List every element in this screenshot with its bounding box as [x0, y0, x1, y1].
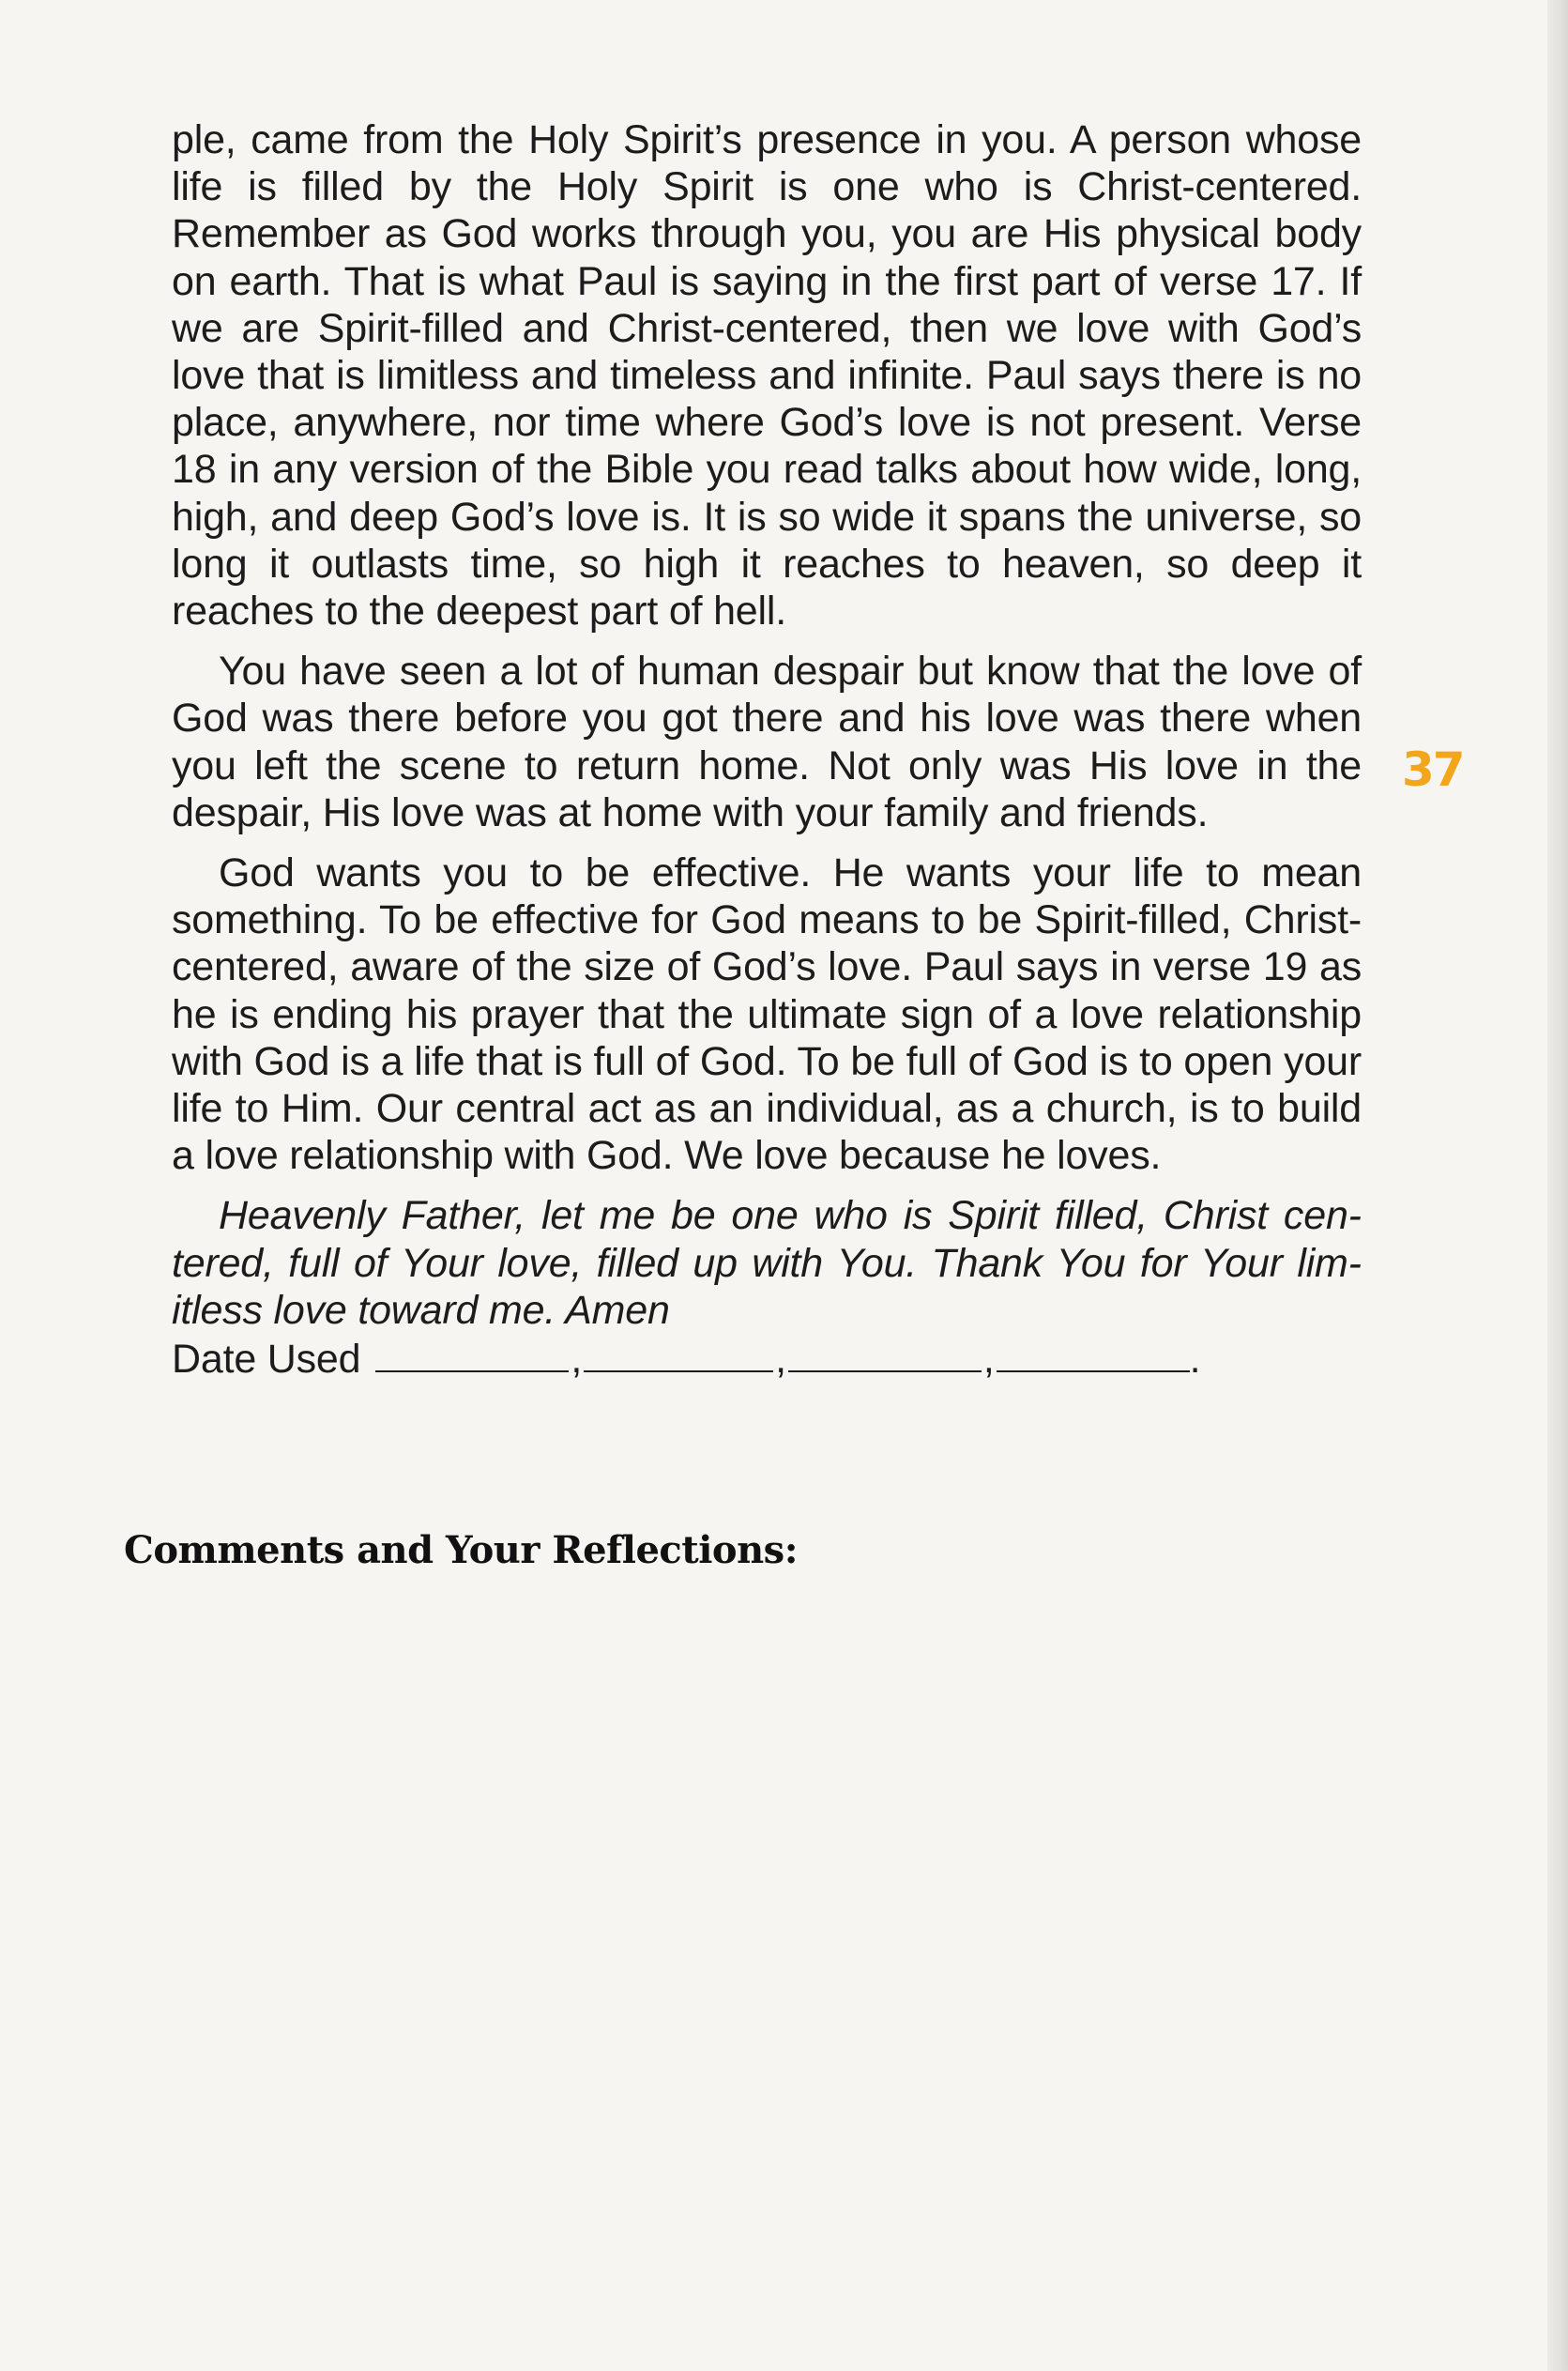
prayer-text: Heavenly Father, let me be one who is Spirit filled, Christ centered, full of Your love, filled up with You. Thank You for Your limitless love toward me. Amen: [172, 1193, 1362, 1333]
paragraph-continued: ple, came from the Holy Spirit’s presence in you. A person whose life is filled by the Holy Spirit is one who is Christ-centered. Remember as God works through you, you are His physical body on earth. That is what Paul is saying in the first part of verse 17. If we are Spirit-filled and Christ-centered, then we love with God’s love that is limitless and timeless and infinite. Paul says there is no place, anywhere, nor time where God’s love is not present. Verse 18 in any version of the Bible you read talks about how wide, long, high, and deep God’s love is. It is so wide it spans the universe, so long it outlasts time, so high it reaches to heaven, so deep it reaches to the deepest part of hell.: [172, 117, 1362, 635]
date-blank-4[interactable]: [997, 1337, 1190, 1372]
date-used-line: [172, 1336, 1362, 1383]
date-blank-2[interactable]: [584, 1337, 773, 1372]
paragraph-despair: You have seen a lot of human despair but know that the love of God was there before you got there and his love was there when you left the scene to return home. Not only was His love in the despair, His love was at home with your family and friends.: [172, 649, 1362, 835]
date-blank-1[interactable]: [375, 1337, 569, 1372]
date-separator: ,: [982, 1337, 995, 1383]
page-edge: [1547, 0, 1568, 2371]
date-end-mark: .: [1189, 1337, 1201, 1383]
date-blank-3[interactable]: [788, 1337, 982, 1372]
date-separator: ,: [775, 1337, 786, 1383]
devotional-text: [172, 116, 1362, 1383]
page-number: 37: [1402, 742, 1464, 797]
paragraph-effective: God wants you to be effective. He wants your life to mean something. To be effective for God means to be Spirit-filled, Christ-centered, aware of the size of God’s love. Paul says in verse 19 as he is ending his prayer that the ultimate sign of a love relationship with God is a life that is full of God. To be full of God is to open your life to Him. Our central act as an individual, as a church, is to build a love relationship with God. We love because he loves.: [172, 850, 1362, 1179]
reflections-heading: Comments and Your Reflections:: [124, 1528, 798, 1572]
date-separator: ,: [571, 1337, 583, 1383]
date-used-label: Date Used: [172, 1337, 361, 1383]
